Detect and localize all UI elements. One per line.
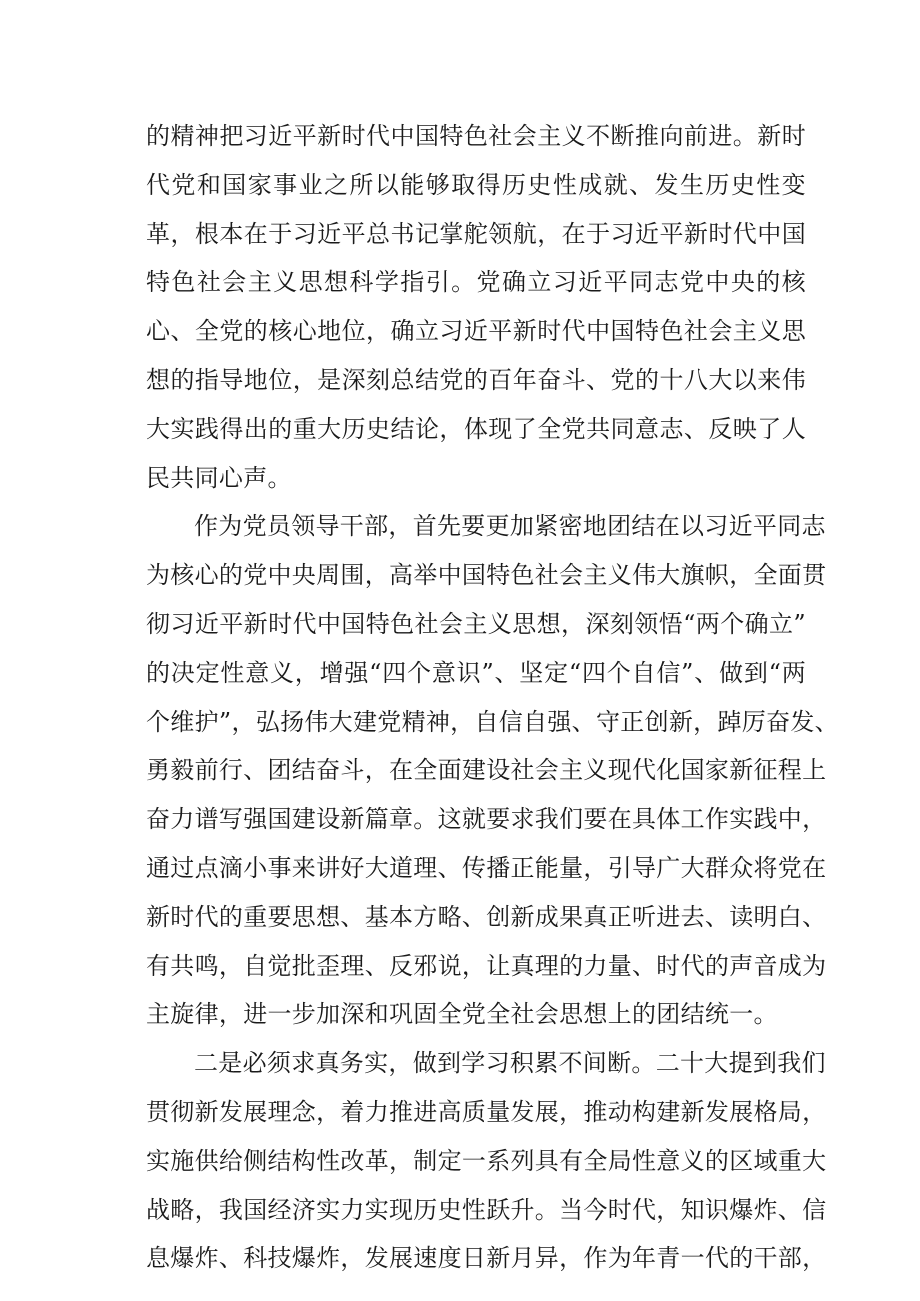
text-line: 心、全党的核心地位，确立习近平新时代中国特色社会主义思 — [146, 317, 806, 346]
text-line: 息爆炸、科技爆炸，发展速度日新月异，作为年青一代的干部， — [146, 1244, 827, 1273]
text-line: 贯彻新发展理念，着力推进高质量发展，推动构建新发展格局， — [146, 1097, 827, 1126]
text-line: 战略，我国经济实力实现历史性跃升。当今时代，知识爆炸、信 — [146, 1195, 827, 1224]
text-line: 奋力谱写强国建设新篇章。这就要求我们要在具体工作实践中， — [146, 805, 827, 834]
text-line: 的决定性意义，增强“四个意识”、坚定“四个自信”、做到“两 — [146, 658, 806, 687]
text-line: 通过点滴小事来讲好大道理、传播正能量，引导广大群众将党在 — [146, 853, 827, 882]
text-line: 代党和国家事业之所以能够取得历史性成就、发生历史性变 — [146, 170, 806, 199]
text-line: 想的指导地位，是深刻总结党的百年奋斗、党的十八大以来伟 — [146, 365, 806, 394]
text-line: 民共同心声。 — [146, 463, 292, 492]
text-line: 特色社会主义思想科学指引。党确立习近平同志党中央的核 — [146, 268, 806, 297]
body-text — [146, 112, 839, 1283]
paragraph-start-line: 作为党员领导干部，首先要更加紧密地团结在以习近平同志 — [194, 512, 826, 541]
text-line: 个维护”，弘扬伟大建党精神，自信自强、守正创新，踔厉奋发、 — [146, 707, 839, 736]
text-line: 革，根本在于习近平总书记掌舵领航，在于习近平新时代中国 — [146, 219, 806, 248]
text-line: 的精神把习近平新时代中国特色社会主义不断推向前进。新时 — [146, 122, 806, 150]
text-line: 实施供给侧结构性改革，制定一系列具有全局性意义的区域重大 — [146, 1146, 827, 1175]
text-line: 勇毅前行、团结奋斗，在全面建设社会主义现代化国家新征程上 — [146, 756, 827, 785]
text-line: 有共鸣，自觉批歪理、反邪说，让真理的力量、时代的声音成为 — [146, 951, 827, 980]
text-line: 大实践得出的重大历史结论，体现了全党共同意志、反映了人 — [146, 414, 806, 443]
text-line: 主旋律，进一步加深和巩固全党全社会思想上的团结统一。 — [146, 1000, 778, 1029]
text-line: 新时代的重要思想、基本方略、创新成果真正听进去、读明白、 — [146, 902, 827, 931]
text-line: 彻习近平新时代中国特色社会主义思想，深刻领悟“两个确立” — [146, 609, 806, 638]
text-line: 为核心的党中央周围，高举中国特色社会主义伟大旗帜，全面贯 — [146, 561, 827, 590]
paragraph-start-line: 二是必须求真务实，做到学习积累不间断。二十大提到我们 — [194, 1049, 826, 1078]
